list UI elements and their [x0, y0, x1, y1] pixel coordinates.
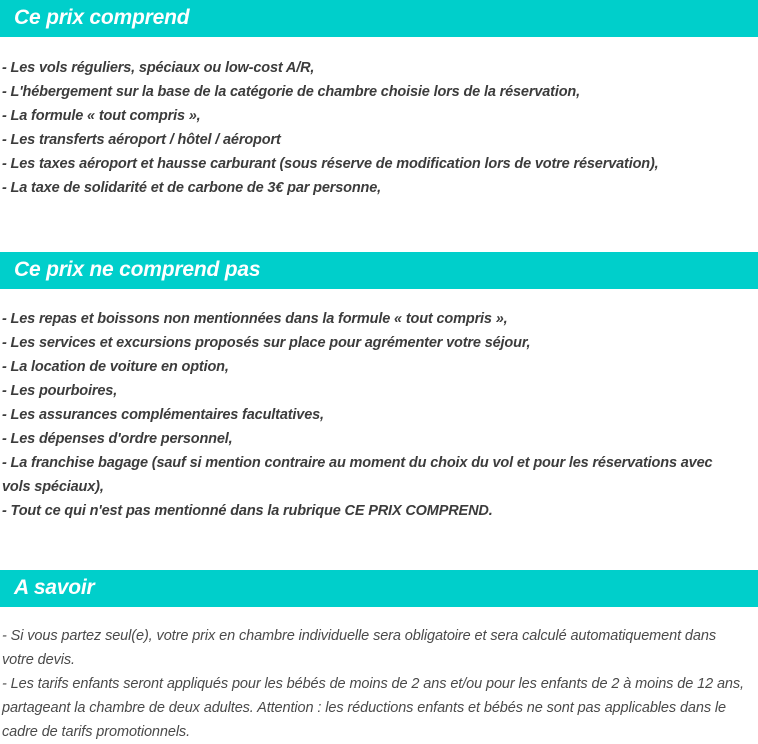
spacer-after-header-1	[0, 37, 758, 56]
list-item: - Les dépenses d'ordre personnel,	[2, 431, 233, 447]
list-item: - La franchise bagage (sauf si mention contraire au moment du choix du vol et pour les réservations avec vols spéciaux),	[2, 455, 713, 495]
list-item: - La taxe de solidarité et de carbone de 3€ par personne,	[2, 180, 382, 196]
section-header-not-included	[0, 252, 758, 289]
section-header-good-to-know-label: A savoir	[14, 575, 95, 599]
list-item: - Tout ce qui n'est pas mentionné dans la rubrique CE PRIX COMPREND.	[2, 503, 493, 519]
spacer-after-header-3	[0, 607, 758, 624]
section-header-good-to-know	[0, 570, 758, 607]
list-item: - Les taxes aéroport et hausse carburant (sous réserve de modification lors de votre réservation),	[2, 156, 659, 172]
paragraph: - Si vous partez seul(e), votre prix en chambre individuelle sera obligatoire et sera calculé automatiquement dans votre devis.	[2, 628, 716, 668]
spacer-between-sections-2-3	[0, 523, 758, 570]
list-item: - L'hébergement sur la base de la catégorie de chambre choisie lors de la réservation,	[2, 84, 581, 100]
list-item: - Les vols réguliers, spéciaux ou low-cost A/R,	[2, 60, 315, 76]
list-item: - Les transferts aéroport / hôtel / aéroport	[2, 132, 281, 148]
section-body-good-to-know	[0, 624, 758, 744]
section-header-not-included-label: Ce prix ne comprend pas	[14, 257, 261, 281]
section-body-not-included	[0, 307, 758, 523]
list-item: - La location de voiture en option,	[2, 359, 229, 375]
section-body-included	[0, 56, 758, 200]
list-item: - Les assurances complémentaires facultatives,	[2, 407, 324, 423]
list-item: - Les services et excursions proposés sur place pour agrémenter votre séjour,	[2, 335, 531, 351]
list-item: - La formule « tout compris »,	[2, 108, 201, 124]
list-item: - Les pourboires,	[2, 383, 118, 399]
section-header-included	[0, 0, 758, 37]
section-header-included-label: Ce prix comprend	[14, 5, 190, 29]
spacer-after-header-2	[0, 289, 758, 307]
spacer-between-sections-1-2	[0, 200, 758, 252]
list-item: - Les repas et boissons non mentionnées dans la formule « tout compris »,	[2, 311, 508, 327]
paragraph: - Les tarifs enfants seront appliqués pour les bébés de moins de 2 ans et/ou pour les enfants de 2 à moins de 12 ans, partageant la chambre de deux adultes. Attention : les réductions enfants et bébés ne sont pas applicables dans le cadre de tarifs promotionnels.	[2, 676, 744, 740]
